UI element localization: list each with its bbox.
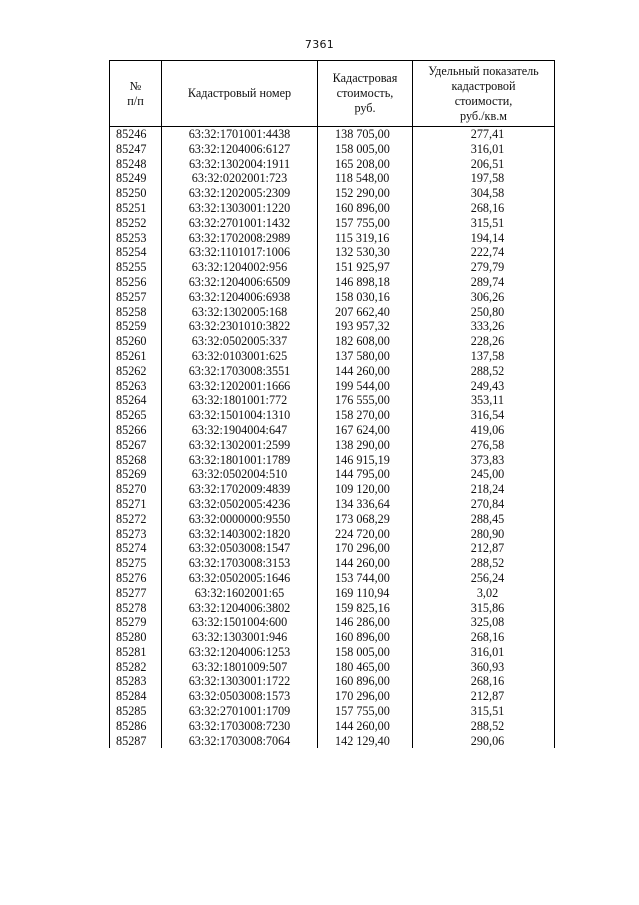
specific-indicator-cell: 288,52 xyxy=(413,719,555,734)
header-indicator-line: руб./кв.м xyxy=(460,108,507,123)
row-number-cell: 85273 xyxy=(110,527,162,542)
cadastral-cost-cell: 173 068,29 xyxy=(318,512,413,527)
specific-indicator-cell: 228,26 xyxy=(413,334,555,349)
cadastral-number-cell: 63:32:1701001:4438 xyxy=(162,127,318,142)
row-number-cell: 85279 xyxy=(110,615,162,630)
row-number-cell: 85247 xyxy=(110,142,162,157)
row-number-cell: 85257 xyxy=(110,290,162,305)
cadastral-number-cell: 63:32:1403002:1820 xyxy=(162,527,318,542)
row-number-cell: 85262 xyxy=(110,364,162,379)
cadastral-cost-cell: 109 120,00 xyxy=(318,482,413,497)
cadastral-cost-cell: 137 580,00 xyxy=(318,349,413,364)
row-number-cell: 85263 xyxy=(110,379,162,394)
row-number-cell: 85270 xyxy=(110,482,162,497)
header-num-line: п/п xyxy=(127,93,144,108)
specific-indicator-cell: 315,86 xyxy=(413,601,555,616)
cadastral-number-cell: 63:32:2701001:1709 xyxy=(162,704,318,719)
row-number-cell: 85261 xyxy=(110,349,162,364)
specific-indicator-cell: 333,26 xyxy=(413,319,555,334)
specific-indicator-cell: 212,87 xyxy=(413,689,555,704)
cadastral-cost-cell: 157 755,00 xyxy=(318,704,413,719)
table-row xyxy=(110,453,555,468)
row-number-cell: 85260 xyxy=(110,334,162,349)
specific-indicator-cell: 325,08 xyxy=(413,615,555,630)
row-number-cell: 85277 xyxy=(110,586,162,601)
cadastral-cost-cell: 138 290,00 xyxy=(318,438,413,453)
header-row xyxy=(110,61,555,127)
cadastral-number-cell: 63:32:1702009:4839 xyxy=(162,482,318,497)
specific-indicator-cell: 249,43 xyxy=(413,379,555,394)
cadastral-cost-cell: 146 898,18 xyxy=(318,275,413,290)
cadastral-number-cell: 63:32:1602001:65 xyxy=(162,586,318,601)
cadastral-number-cell: 63:32:1801001:772 xyxy=(162,393,318,408)
specific-indicator-cell: 245,00 xyxy=(413,467,555,482)
specific-indicator-cell: 315,51 xyxy=(413,704,555,719)
row-number-cell: 85272 xyxy=(110,512,162,527)
header-specific-indicator xyxy=(413,61,555,127)
cadastral-number-cell: 63:32:1202001:1666 xyxy=(162,379,318,394)
cadastral-cost-cell: 144 260,00 xyxy=(318,719,413,734)
table-row xyxy=(110,556,555,571)
cadastral-number-cell: 63:32:1204006:1253 xyxy=(162,645,318,660)
specific-indicator-cell: 222,74 xyxy=(413,245,555,260)
table-row xyxy=(110,541,555,556)
header-cadastral-number xyxy=(162,61,318,127)
specific-indicator-cell: 316,01 xyxy=(413,645,555,660)
cadastral-cost-cell: 207 662,40 xyxy=(318,305,413,320)
cadastral-number-cell: 63:32:1204006:6127 xyxy=(162,142,318,157)
cadastral-cost-cell: 134 336,64 xyxy=(318,497,413,512)
table-row xyxy=(110,305,555,320)
table-row xyxy=(110,171,555,186)
cadastral-cost-cell: 146 286,00 xyxy=(318,615,413,630)
specific-indicator-cell: 3,02 xyxy=(413,586,555,601)
header-cadastral-cost xyxy=(318,61,413,127)
row-number-cell: 85282 xyxy=(110,660,162,675)
page-number: 7361 xyxy=(304,38,335,51)
table-row xyxy=(110,319,555,334)
cadastral-number-cell: 63:32:2701001:1432 xyxy=(162,216,318,231)
cadastral-number-cell: 63:32:1303001:1220 xyxy=(162,201,318,216)
specific-indicator-cell: 316,01 xyxy=(413,142,555,157)
specific-indicator-cell: 137,58 xyxy=(413,349,555,364)
table-row xyxy=(110,260,555,275)
table-row xyxy=(110,157,555,172)
cadastral-number-cell: 63:32:2301010:3822 xyxy=(162,319,318,334)
table-row xyxy=(110,127,555,142)
cadastral-number-cell: 63:32:1501004:600 xyxy=(162,615,318,630)
cadastral-cost-cell: 199 544,00 xyxy=(318,379,413,394)
row-number-cell: 85250 xyxy=(110,186,162,201)
cadastral-cost-cell: 193 957,32 xyxy=(318,319,413,334)
specific-indicator-cell: 218,24 xyxy=(413,482,555,497)
cadastral-cost-cell: 158 270,00 xyxy=(318,408,413,423)
row-number-cell: 85255 xyxy=(110,260,162,275)
table-row xyxy=(110,275,555,290)
cadastral-cost-cell: 180 465,00 xyxy=(318,660,413,675)
cadastral-number-cell: 63:32:1204006:3802 xyxy=(162,601,318,616)
specific-indicator-cell: 270,84 xyxy=(413,497,555,512)
cadastral-number-cell: 63:32:1303001:1722 xyxy=(162,674,318,689)
specific-indicator-cell: 206,51 xyxy=(413,157,555,172)
table-row xyxy=(110,245,555,260)
cadastral-cost-cell: 157 755,00 xyxy=(318,216,413,231)
row-number-cell: 85251 xyxy=(110,201,162,216)
specific-indicator-cell: 194,14 xyxy=(413,231,555,246)
table-row xyxy=(110,364,555,379)
table-row xyxy=(110,142,555,157)
cadastral-cost-cell: 138 705,00 xyxy=(318,127,413,142)
row-number-cell: 85271 xyxy=(110,497,162,512)
specific-indicator-cell: 256,24 xyxy=(413,571,555,586)
cadastral-number-cell: 63:32:0502005:337 xyxy=(162,334,318,349)
cadastral-cost-cell: 152 290,00 xyxy=(318,186,413,201)
cadastral-number-cell: 63:32:0502004:510 xyxy=(162,467,318,482)
cadastral-cost-cell: 142 129,40 xyxy=(318,734,413,749)
specific-indicator-cell: 277,41 xyxy=(413,127,555,142)
row-number-cell: 85284 xyxy=(110,689,162,704)
table-row xyxy=(110,601,555,616)
table-row xyxy=(110,231,555,246)
table-row xyxy=(110,527,555,542)
specific-indicator-cell: 197,58 xyxy=(413,171,555,186)
row-number-cell: 85275 xyxy=(110,556,162,571)
table-row xyxy=(110,379,555,394)
specific-indicator-cell: 268,16 xyxy=(413,630,555,645)
table-row xyxy=(110,467,555,482)
row-number-cell: 85280 xyxy=(110,630,162,645)
cadastral-number-cell: 63:32:1101017:1006 xyxy=(162,245,318,260)
specific-indicator-cell: 288,52 xyxy=(413,364,555,379)
table-row xyxy=(110,186,555,201)
row-number-cell: 85267 xyxy=(110,438,162,453)
table-row xyxy=(110,674,555,689)
row-number-cell: 85265 xyxy=(110,408,162,423)
specific-indicator-cell: 288,52 xyxy=(413,556,555,571)
table-row xyxy=(110,704,555,719)
cadastral-cost-cell: 176 555,00 xyxy=(318,393,413,408)
cadastral-cost-cell: 160 896,00 xyxy=(318,630,413,645)
cadastral-number-cell: 63:32:0202001:723 xyxy=(162,171,318,186)
header-indicator-line: стоимости, xyxy=(454,93,513,108)
table-row xyxy=(110,334,555,349)
row-number-cell: 85283 xyxy=(110,674,162,689)
cadastral-cost-cell: 118 548,00 xyxy=(318,171,413,186)
specific-indicator-cell: 212,87 xyxy=(413,541,555,556)
specific-indicator-cell: 268,16 xyxy=(413,201,555,216)
cadastral-number-cell: 63:32:1703008:7230 xyxy=(162,719,318,734)
cadastral-cost-cell: 146 915,19 xyxy=(318,453,413,468)
row-number-cell: 85286 xyxy=(110,719,162,734)
cadastral-cost-cell: 182 608,00 xyxy=(318,334,413,349)
specific-indicator-cell: 353,11 xyxy=(413,393,555,408)
cadastral-number-cell: 63:32:1204002:956 xyxy=(162,260,318,275)
cadastral-number-cell: 63:32:1302001:2599 xyxy=(162,438,318,453)
row-number-cell: 85248 xyxy=(110,157,162,172)
table-row xyxy=(110,586,555,601)
cadastral-cost-cell: 158 005,00 xyxy=(318,142,413,157)
specific-indicator-cell: 268,16 xyxy=(413,674,555,689)
specific-indicator-cell: 360,93 xyxy=(413,660,555,675)
table-row xyxy=(110,497,555,512)
cadastral-number-cell: 63:32:0000000:9550 xyxy=(162,512,318,527)
cadastral-number-cell: 63:32:1702008:2989 xyxy=(162,231,318,246)
cadastral-cost-cell: 151 925,97 xyxy=(318,260,413,275)
specific-indicator-cell: 250,80 xyxy=(413,305,555,320)
header-indicator-line: Удельный показатель xyxy=(428,63,539,78)
table-row xyxy=(110,423,555,438)
cadastral-cost-cell: 158 005,00 xyxy=(318,645,413,660)
cadastral-cost-cell: 169 110,94 xyxy=(318,586,413,601)
cadastral-number-cell: 63:32:1703008:7064 xyxy=(162,734,318,749)
cadastral-cost-cell: 167 624,00 xyxy=(318,423,413,438)
cadastral-number-cell: 63:32:1204006:6509 xyxy=(162,275,318,290)
specific-indicator-cell: 419,06 xyxy=(413,423,555,438)
table-row xyxy=(110,438,555,453)
cadastral-number-cell: 63:32:0503008:1573 xyxy=(162,689,318,704)
header-num xyxy=(110,61,162,127)
cadastral-cost-cell: 144 260,00 xyxy=(318,364,413,379)
header-cost-line: стоимость, xyxy=(336,86,394,100)
table-row xyxy=(110,615,555,630)
table-row xyxy=(110,660,555,675)
specific-indicator-cell: 316,54 xyxy=(413,408,555,423)
row-number-cell: 85274 xyxy=(110,541,162,556)
row-number-cell: 85256 xyxy=(110,275,162,290)
table-row xyxy=(110,689,555,704)
row-number-cell: 85269 xyxy=(110,467,162,482)
row-number-cell: 85252 xyxy=(110,216,162,231)
specific-indicator-cell: 288,45 xyxy=(413,512,555,527)
table-row xyxy=(110,719,555,734)
table-row xyxy=(110,482,555,497)
row-number-cell: 85249 xyxy=(110,171,162,186)
cadastral-number-cell: 63:32:1204006:6938 xyxy=(162,290,318,305)
specific-indicator-cell: 279,79 xyxy=(413,260,555,275)
cadastral-number-cell: 63:32:1801009:507 xyxy=(162,660,318,675)
table-header xyxy=(110,61,555,127)
row-number-cell: 85259 xyxy=(110,319,162,334)
cadastral-number-cell: 63:32:1904004:647 xyxy=(162,423,318,438)
specific-indicator-cell: 290,06 xyxy=(413,734,555,749)
cadastral-number-cell: 63:32:0502005:1646 xyxy=(162,571,318,586)
row-number-cell: 85246 xyxy=(110,127,162,142)
header-cadastral-number-text: Кадастровый номер xyxy=(187,86,292,100)
cadastral-number-cell: 63:32:1703008:3153 xyxy=(162,556,318,571)
cadastral-cost-cell: 153 744,00 xyxy=(318,571,413,586)
row-number-cell: 85258 xyxy=(110,305,162,320)
row-number-cell: 85253 xyxy=(110,231,162,246)
cadastral-number-cell: 63:32:1501004:1310 xyxy=(162,408,318,423)
cadastral-cost-cell: 132 530,30 xyxy=(318,245,413,260)
table-row xyxy=(110,408,555,423)
specific-indicator-cell: 306,26 xyxy=(413,290,555,305)
cadastral-cost-cell: 158 030,16 xyxy=(318,290,413,305)
header-cost-line: Кадастровая xyxy=(332,71,398,85)
row-number-cell: 85278 xyxy=(110,601,162,616)
cadastral-number-cell: 63:32:1302004:1911 xyxy=(162,157,318,172)
specific-indicator-cell: 304,58 xyxy=(413,186,555,201)
specific-indicator-cell: 373,83 xyxy=(413,453,555,468)
cadastral-cost-cell: 160 896,00 xyxy=(318,674,413,689)
cadastral-cost-cell: 115 319,16 xyxy=(318,231,413,246)
cadastral-number-cell: 63:32:0103001:625 xyxy=(162,349,318,364)
row-number-cell: 85266 xyxy=(110,423,162,438)
table-row xyxy=(110,512,555,527)
table-row xyxy=(110,216,555,231)
cadastral-number-cell: 63:32:1302005:168 xyxy=(162,305,318,320)
row-number-cell: 85276 xyxy=(110,571,162,586)
cadastral-number-cell: 63:32:1303001:946 xyxy=(162,630,318,645)
row-number-cell: 85285 xyxy=(110,704,162,719)
cadastral-cost-cell: 170 296,00 xyxy=(318,541,413,556)
table-row xyxy=(110,630,555,645)
specific-indicator-cell: 289,74 xyxy=(413,275,555,290)
table-row xyxy=(110,571,555,586)
table-row xyxy=(110,645,555,660)
specific-indicator-cell: 276,58 xyxy=(413,438,555,453)
table-row xyxy=(110,734,555,749)
cadastral-number-cell: 63:32:1801001:1789 xyxy=(162,453,318,468)
specific-indicator-cell: 280,90 xyxy=(413,527,555,542)
cadastral-number-cell: 63:32:0503008:1547 xyxy=(162,541,318,556)
cadastral-cost-cell: 224 720,00 xyxy=(318,527,413,542)
cadastral-number-cell: 63:32:1703008:3551 xyxy=(162,364,318,379)
cadastral-number-cell: 63:32:1202005:2309 xyxy=(162,186,318,201)
table-row xyxy=(110,201,555,216)
cadastral-cost-cell: 159 825,16 xyxy=(318,601,413,616)
table-body xyxy=(110,127,555,749)
header-cost-line: руб. xyxy=(354,101,376,115)
row-number-cell: 85268 xyxy=(110,453,162,468)
row-number-cell: 85281 xyxy=(110,645,162,660)
cadastral-cost-cell: 170 296,00 xyxy=(318,689,413,704)
table-row xyxy=(110,393,555,408)
cadastral-number-cell: 63:32:0502005:4236 xyxy=(162,497,318,512)
table-row xyxy=(110,290,555,305)
row-number-cell: 85254 xyxy=(110,245,162,260)
row-number-cell: 85287 xyxy=(110,734,162,749)
cadastral-cost-cell: 160 896,00 xyxy=(318,201,413,216)
cadastral-table xyxy=(109,60,555,748)
cadastral-cost-cell: 144 795,00 xyxy=(318,467,413,482)
header-num-line: № xyxy=(129,78,142,93)
cadastral-cost-cell: 144 260,00 xyxy=(318,556,413,571)
cadastral-cost-cell: 165 208,00 xyxy=(318,157,413,172)
header-indicator-line: кадастровой xyxy=(451,78,516,93)
row-number-cell: 85264 xyxy=(110,393,162,408)
table-row xyxy=(110,349,555,364)
specific-indicator-cell: 315,51 xyxy=(413,216,555,231)
